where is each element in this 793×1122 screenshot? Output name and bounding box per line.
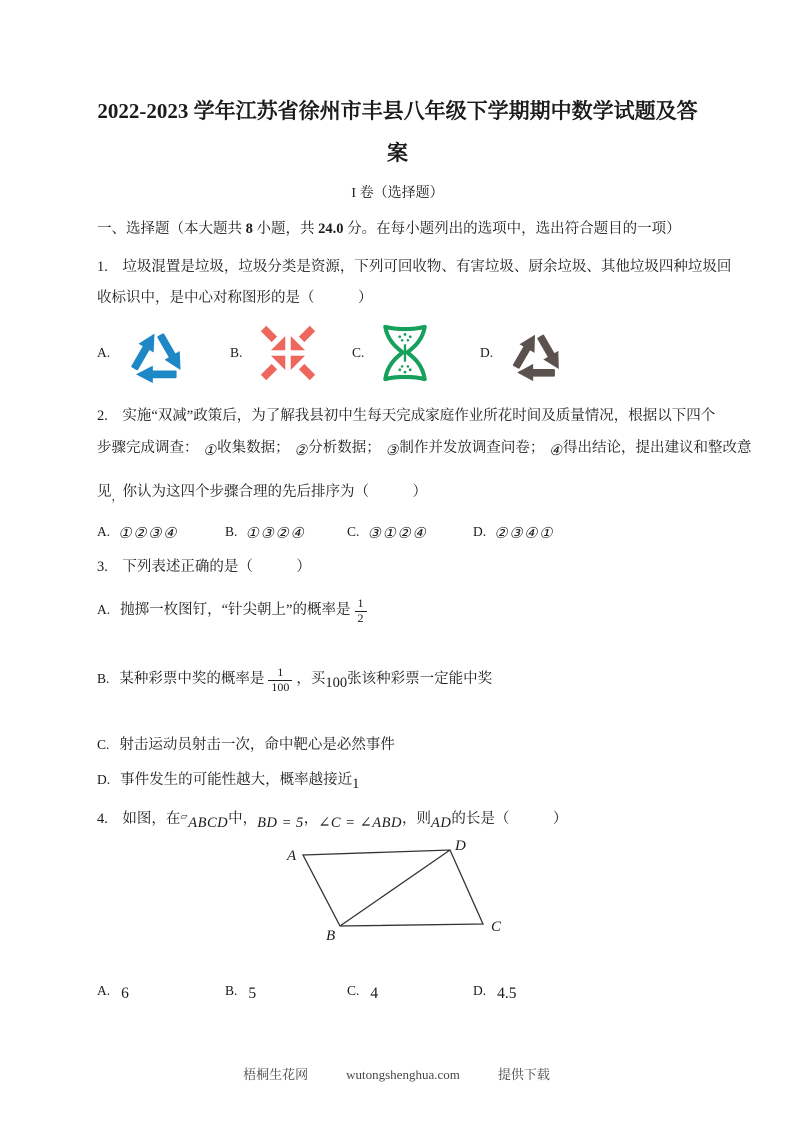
question-1-option-a (97, 318, 230, 388)
text-segment: 见 (97, 484, 112, 500)
option-value: ③①②④ (367, 525, 428, 542)
option-label: B. (97, 670, 110, 686)
option-text (119, 735, 395, 755)
question-3-options (97, 589, 698, 790)
text-segment: 3. 下列表述正确的是（ ） (97, 559, 311, 575)
text-segment: 24.0 (318, 221, 344, 237)
text-segment: 得出结论，提出建议和整改意 (563, 440, 752, 456)
text-segment: ④ (549, 443, 562, 459)
text-segment: 小题，共 (252, 221, 319, 237)
question-3-option-c (97, 735, 698, 755)
option-value: ①③②④ (245, 525, 306, 542)
option-label: B. (225, 982, 238, 998)
option-label: B. (230, 345, 243, 360)
vertex-label-b: B (326, 927, 336, 944)
text-segment: 分。在每小题列出的选项中，选出符合题目的一项） (343, 221, 681, 237)
parallelogram-abcd-diagram (285, 837, 525, 949)
question-1-line-2 (97, 283, 698, 314)
question-1-option-c (352, 318, 480, 388)
text-segment: ③ (385, 443, 399, 459)
text-segment: ， (303, 810, 319, 827)
footer-site-name: 梧桐生花网 (243, 1067, 309, 1082)
question-3-option-b (97, 658, 698, 694)
other-waste-icon (505, 321, 569, 385)
text-segment: ABCD (188, 814, 229, 831)
text-segment: AD (430, 814, 452, 831)
recyclable-icon (122, 318, 192, 388)
option-value: 6 (121, 984, 129, 1002)
page-title-line-2: 案 (387, 141, 408, 165)
text-segment: 100 (325, 674, 348, 691)
text-segment: BD = 5 (257, 814, 304, 831)
footer-note: 提供下载 (497, 1067, 550, 1082)
option-value: 5 (248, 984, 257, 1002)
text-segment: 张该种彩票一定能中奖 (347, 670, 493, 687)
text-segment: 收标识中，是中心对称图形的是（ ） (97, 290, 373, 306)
option-text (120, 770, 359, 790)
question-2-option-d (473, 522, 698, 541)
option-label: D. (473, 982, 487, 998)
text-segment: 2. 实施“双减”政策后，为了解我县初中生每天完成家庭作业所花时间及质量情况，根据以下四个 (97, 408, 716, 424)
question-1-option-b (230, 316, 352, 390)
text-segment: ② (294, 443, 308, 459)
question-1-options (97, 314, 698, 392)
text-segment: ① (203, 443, 217, 459)
option-label: C. (347, 982, 360, 998)
question-3-option-a (97, 589, 698, 625)
option-value: 4.5 (497, 984, 517, 1002)
question-4-stem (97, 808, 698, 831)
text-segment: ，则 (401, 810, 431, 827)
footer-site-url: wutongshenghua.com (346, 1067, 460, 1082)
page-title-line-1: 2022-2023 学年江苏省徐州市丰县八年级下学期期中数学试题及答 (97, 99, 698, 123)
text-segment: 抛掷一枚图钉，“针尖朝上”的概率是 (120, 601, 351, 618)
text-segment: ▱ (180, 810, 188, 821)
question-2-line-2 (97, 432, 752, 464)
text-segment: 中， (228, 810, 258, 827)
text-segment: 4. 如图，在 (97, 810, 181, 827)
vertex-label-d: D (455, 837, 466, 854)
option-value: ②③④① (494, 525, 554, 542)
text-segment: 1. 垃圾混置是垃圾，垃圾分类是资源，下列可回收物、有害垃圾、厨余垃圾、其他垃圾四种垃圾回 (97, 259, 732, 275)
question-4-figure (285, 837, 698, 954)
question-4-options (97, 978, 698, 1004)
text-segment: 一、选择题（本大题共 (97, 221, 246, 237)
text-segment: 收集数据； (217, 440, 294, 456)
option-label: D. (473, 523, 487, 539)
vertex-label-a: A (287, 847, 297, 864)
hazardous-waste-icon (254, 316, 322, 390)
fraction: $\frac{1}{2}$ (355, 597, 367, 626)
page-footer (0, 1066, 793, 1084)
text-segment: 制作并发放调查问卷； (399, 440, 548, 456)
option-text (120, 589, 370, 625)
section-label: I 卷（选择题） (351, 186, 444, 201)
question-2-options (97, 519, 698, 543)
text-segment: 射击运动员射击一次，命中靶心是必然事件 (119, 736, 395, 753)
option-label: D. (480, 345, 494, 360)
option-label: A. (97, 345, 111, 360)
question-4-option-d (473, 982, 698, 1000)
text-segment: 分析数据； (308, 440, 385, 456)
option-text (119, 658, 493, 694)
question-3-option-d (97, 770, 698, 790)
text-segment: ∠C = ∠ABD (318, 814, 402, 831)
text-segment: ， (111, 491, 123, 503)
question-3-stem (97, 557, 698, 577)
question-2-option-c (347, 522, 473, 541)
option-label: A. (97, 982, 111, 998)
question-2-line-1 (97, 400, 716, 432)
question-2-line-3 (97, 476, 698, 509)
text-segment: 步骤完成调查： (97, 440, 203, 456)
text-segment: 1 (352, 775, 360, 792)
question-4-option-a (97, 982, 225, 1000)
question-1-line-1 (97, 252, 732, 283)
text-segment: 某种彩票中奖的概率是 (119, 670, 265, 687)
text-segment: 的长是（ ） (451, 810, 568, 827)
text-segment: ，买 (296, 670, 326, 687)
fraction: $\frac{1}{100}$ (268, 666, 292, 695)
question-4-option-b (225, 982, 347, 1000)
kitchen-waste-icon (376, 318, 434, 388)
question-4-option-c (347, 982, 473, 1000)
page-title (97, 90, 698, 174)
option-label: D. (97, 771, 111, 787)
question-1-option-d (480, 321, 698, 385)
option-label: A. (97, 523, 111, 539)
text-segment: 事件发生的可能性越大，概率越接近 (120, 771, 353, 788)
question-2-option-a (97, 522, 225, 541)
text-segment: 你认为这四个步骤合理的先后排序为（ ） (122, 484, 427, 500)
question-2-option-b (225, 522, 347, 541)
vertex-label-c: C (491, 918, 502, 935)
option-value: 4 (370, 984, 379, 1002)
option-label: C. (347, 523, 360, 539)
option-label: C. (97, 736, 110, 752)
option-label: B. (225, 523, 238, 539)
option-label: C. (352, 345, 365, 360)
option-label: A. (97, 601, 111, 617)
question-1 (97, 252, 732, 314)
option-value: ①②③④ (118, 525, 178, 542)
section-intro (97, 218, 698, 240)
question-2 (97, 400, 752, 509)
text-segment: 8 (245, 221, 253, 237)
